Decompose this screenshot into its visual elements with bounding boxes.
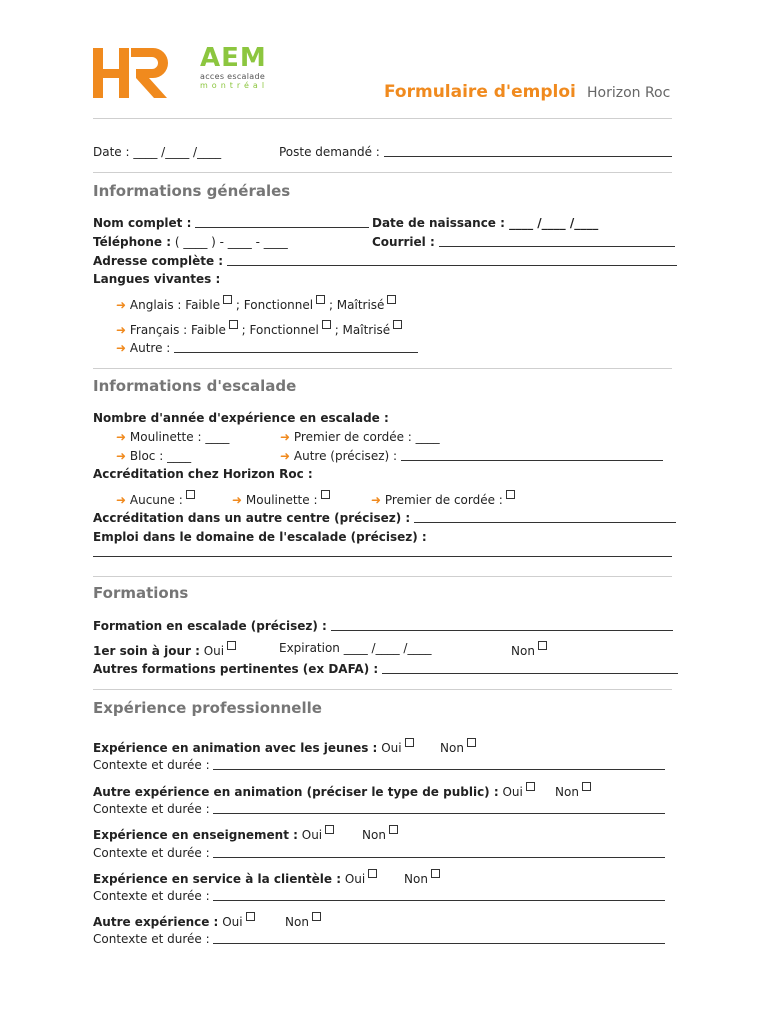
contexte-field[interactable]: Contexte et durée : (93, 758, 665, 773)
checkbox[interactable] (467, 738, 476, 747)
checkbox[interactable] (526, 782, 535, 791)
contexte-field[interactable]: Contexte et durée : (93, 846, 665, 861)
experience-non: Non (440, 738, 476, 756)
courriel-field[interactable]: Courriel : (372, 235, 675, 250)
divider (93, 172, 672, 173)
expiration-field[interactable]: Expiration ____ /____ /____ (279, 641, 432, 655)
arrow-icon: ➜ (232, 493, 243, 507)
aem-logo-letters: AEM (200, 43, 267, 73)
soin-field: 1er soin à jour : Oui (93, 641, 236, 659)
checkbox[interactable] (405, 738, 414, 747)
date-field[interactable]: Date : ____ /____ /____ (93, 145, 222, 159)
checkbox[interactable] (582, 782, 591, 791)
checkbox[interactable] (431, 869, 440, 878)
checkbox[interactable] (322, 320, 331, 329)
section-heading-escalade: Informations d'escalade (93, 377, 297, 395)
aem-logo (200, 44, 280, 100)
naissance-field[interactable]: Date de naissance : ____ /____ /____ (372, 216, 599, 230)
formation-field[interactable]: Formation en escalade (précisez) : (93, 619, 673, 634)
arrow-icon: ➜ (116, 449, 127, 463)
aem-logo-line2: montréal (200, 81, 269, 90)
divider (93, 576, 672, 577)
divider (93, 368, 672, 369)
francais-row: ➜ Français : Faible ; Fonctionnel ; Maîtrisé (116, 320, 402, 338)
checkbox[interactable] (246, 912, 255, 921)
soin-non: Non (511, 641, 547, 659)
checkbox[interactable] (393, 320, 402, 329)
section-heading-general: Informations générales (93, 182, 291, 200)
emploi-label: Emploi dans le domaine de l'escalade (précisez) : (93, 530, 427, 544)
aucune-option: ➜ Aucune : (116, 490, 195, 508)
emploi-line[interactable] (93, 546, 672, 557)
aem-logo-line1: acces escalade (200, 72, 266, 81)
section-heading-formations: Formations (93, 584, 189, 602)
arrow-icon: ➜ (280, 430, 291, 444)
divider (93, 689, 672, 690)
arrow-icon: ➜ (116, 430, 127, 444)
arrow-icon: ➜ (116, 341, 127, 355)
experience-label: Nombre d'année d'expérience en escalade : (93, 411, 389, 425)
checkbox[interactable] (387, 295, 396, 304)
checkbox[interactable] (368, 869, 377, 878)
checkbox[interactable] (538, 641, 547, 650)
autres-formations-field[interactable]: Autres formations pertinentes (ex DAFA) : (93, 662, 678, 677)
contexte-field[interactable]: Contexte et durée : (93, 802, 665, 817)
experience-non: Non (404, 869, 440, 887)
experience-non: Non (285, 912, 321, 930)
experience-row: Expérience en service à la clientèle : Oui (93, 869, 377, 887)
divider (93, 118, 672, 119)
premier-field[interactable]: ➜ Premier de cordée : ____ (280, 430, 440, 444)
experience-non: Non (555, 782, 591, 800)
experience-row: Autre expérience : Oui (93, 912, 255, 930)
checkbox[interactable] (312, 912, 321, 921)
checkbox[interactable] (321, 490, 330, 499)
experience-non: Non (362, 825, 398, 843)
form-title: Formulaire d'emploi (384, 82, 576, 102)
autre-escalade-field[interactable]: ➜ Autre (précisez) : (280, 449, 663, 464)
moulinette-field[interactable]: ➜ Moulinette : ____ (116, 430, 230, 444)
autre-centre-field[interactable]: Accréditation dans un autre centre (précisez) : (93, 511, 676, 526)
checkbox[interactable] (227, 641, 236, 650)
arrow-icon: ➜ (280, 449, 291, 463)
form-header (384, 82, 670, 102)
checkbox[interactable] (223, 295, 232, 304)
experience-row: Expérience en animation avec les jeunes : Oui (93, 738, 414, 756)
checkbox[interactable] (316, 295, 325, 304)
checkbox[interactable] (229, 320, 238, 329)
premier-option: ➜ Premier de cordée : (371, 490, 515, 508)
form-subtitle: Horizon Roc (586, 85, 671, 101)
bloc-field[interactable]: ➜ Bloc : ____ (116, 449, 192, 463)
checkbox[interactable] (186, 490, 195, 499)
poste-field[interactable]: Poste demandé : (279, 145, 672, 160)
hr-logo (93, 44, 181, 100)
checkbox[interactable] (506, 490, 515, 499)
moulinette-option: ➜ Moulinette : (232, 490, 330, 508)
nom-field[interactable]: Nom complet : (93, 216, 369, 231)
checkbox[interactable] (325, 825, 334, 834)
telephone-field[interactable]: Téléphone : ( ____ ) - ____ - ____ (93, 235, 288, 249)
arrow-icon: ➜ (371, 493, 382, 507)
langues-label: Langues vivantes : (93, 272, 221, 286)
arrow-icon: ➜ (116, 298, 127, 312)
contexte-field[interactable]: Contexte et durée : (93, 889, 665, 904)
adresse-field[interactable]: Adresse complète : (93, 254, 677, 269)
accreditation-label: Accréditation chez Horizon Roc : (93, 467, 313, 481)
autre-langue-field[interactable]: ➜ Autre : (116, 341, 418, 356)
anglais-row: ➜ Anglais : Faible ; Fonctionnel ; Maîtrisé (116, 295, 396, 313)
arrow-icon: ➜ (116, 323, 127, 337)
checkbox[interactable] (389, 825, 398, 834)
section-heading-experience: Expérience professionnelle (93, 699, 322, 717)
arrow-icon: ➜ (116, 493, 127, 507)
experience-row: Expérience en enseignement : Oui (93, 825, 334, 843)
experience-row: Autre expérience en animation (préciser le type de public) : Oui (93, 782, 535, 800)
contexte-field[interactable]: Contexte et durée : (93, 932, 665, 947)
